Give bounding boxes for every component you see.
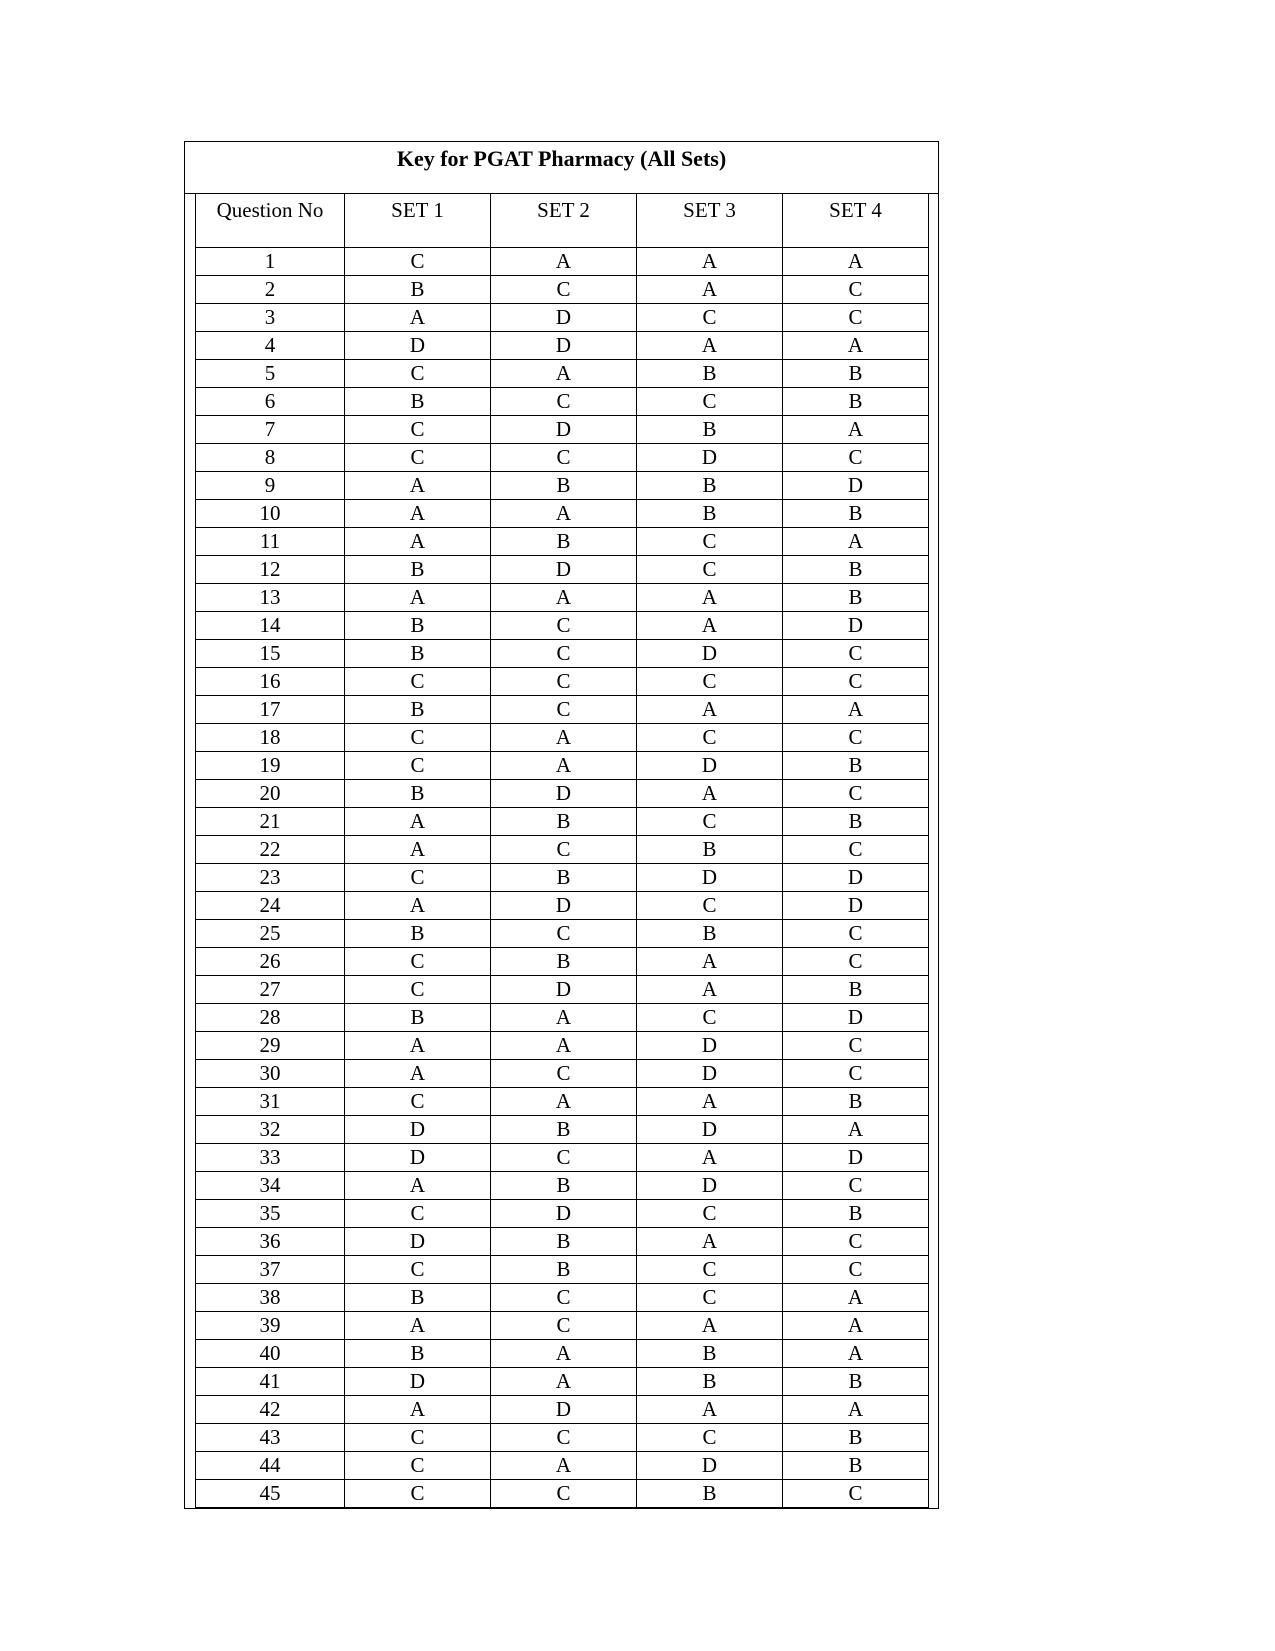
question-number: 6 [196,388,345,416]
set-1-answer: B [345,556,491,584]
set-3-answer: C [637,1256,783,1284]
set-1-answer: C [345,444,491,472]
table-row [196,528,929,556]
table-row [196,1424,929,1452]
set-2-answer: C [491,1424,637,1452]
table-row [196,1256,929,1284]
set-2-answer: A [491,500,637,528]
question-number: 33 [196,1144,345,1172]
set-2-answer: A [491,1088,637,1116]
set-3-answer: D [637,864,783,892]
set-4-answer: B [783,500,929,528]
table-row [196,1004,929,1032]
question-number: 38 [196,1284,345,1312]
set-1-answer: C [345,864,491,892]
set-4-answer: B [783,1368,929,1396]
set-2-answer: B [491,1256,637,1284]
set-2-answer: D [491,1200,637,1228]
set-2-answer: D [491,976,637,1004]
set-3-answer: A [637,1088,783,1116]
table-row [196,948,929,976]
table-row [196,1312,929,1340]
table-row [196,640,929,668]
set-4-answer: C [783,276,929,304]
question-number: 30 [196,1060,345,1088]
set-4-answer: D [783,1004,929,1032]
set-2-answer: D [491,416,637,444]
set-2-answer: D [491,892,637,920]
set-2-answer: B [491,948,637,976]
set-1-answer: A [345,1060,491,1088]
set-3-answer: D [637,1032,783,1060]
set-3-answer: A [637,584,783,612]
set-2-answer: D [491,780,637,808]
set-2-answer: A [491,1004,637,1032]
set-1-answer: B [345,920,491,948]
set-3-answer: A [637,948,783,976]
question-number: 23 [196,864,345,892]
set-3-answer: A [637,276,783,304]
set-2-answer: D [491,556,637,584]
set-1-answer: B [345,276,491,304]
set-2-answer: A [491,360,637,388]
set-2-answer: C [491,388,637,416]
question-number: 22 [196,836,345,864]
question-number: 13 [196,584,345,612]
set-3-answer: A [637,1312,783,1340]
question-number: 24 [196,892,345,920]
set-1-answer: A [345,808,491,836]
set-4-answer: B [783,1200,929,1228]
set-4-answer: C [783,1256,929,1284]
set-1-answer: B [345,1340,491,1368]
table-row [196,1368,929,1396]
table-row [196,1228,929,1256]
question-number: 32 [196,1116,345,1144]
header-set-2: SET 2 [491,194,637,248]
set-1-answer: C [345,976,491,1004]
set-2-answer: C [491,1312,637,1340]
set-4-answer: B [783,584,929,612]
set-4-answer: C [783,1172,929,1200]
set-3-answer: C [637,528,783,556]
question-number: 42 [196,1396,345,1424]
table-row [196,836,929,864]
table-row [196,808,929,836]
set-2-answer: B [491,808,637,836]
set-2-answer: A [491,752,637,780]
set-3-answer: B [637,1368,783,1396]
set-3-answer: B [637,920,783,948]
set-4-answer: C [783,304,929,332]
set-3-answer: C [637,1004,783,1032]
table-row [196,864,929,892]
set-4-answer: B [783,808,929,836]
table-row [196,920,929,948]
set-2-answer: A [491,1340,637,1368]
answer-key-table [195,193,929,1508]
set-1-answer: C [345,248,491,276]
header-set-3: SET 3 [637,194,783,248]
question-number: 10 [196,500,345,528]
table-row [196,1284,929,1312]
question-number: 14 [196,612,345,640]
set-1-answer: A [345,1172,491,1200]
table-row [196,304,929,332]
question-number: 39 [196,1312,345,1340]
question-number: 40 [196,1340,345,1368]
question-number: 37 [196,1256,345,1284]
header-question-no: Question No [196,194,345,248]
set-2-answer: B [491,472,637,500]
question-number: 31 [196,1088,345,1116]
set-1-answer: C [345,1256,491,1284]
set-4-answer: B [783,388,929,416]
set-4-answer: C [783,1060,929,1088]
set-3-answer: C [637,1284,783,1312]
set-2-answer: B [491,528,637,556]
set-2-answer: D [491,304,637,332]
set-1-answer: C [345,360,491,388]
set-3-answer: D [637,640,783,668]
table-row [196,668,929,696]
question-number: 5 [196,360,345,388]
set-4-answer: A [783,1284,929,1312]
set-4-answer: C [783,444,929,472]
set-4-answer: A [783,332,929,360]
set-2-answer: C [491,1144,637,1172]
question-number: 20 [196,780,345,808]
set-1-answer: B [345,612,491,640]
set-1-answer: D [345,1144,491,1172]
set-2-answer: A [491,1032,637,1060]
table-row [196,1340,929,1368]
set-4-answer: C [783,920,929,948]
question-number: 8 [196,444,345,472]
set-2-answer: A [491,724,637,752]
set-1-answer: B [345,780,491,808]
set-1-answer: D [345,1368,491,1396]
set-2-answer: B [491,864,637,892]
table-row [196,584,929,612]
set-1-answer: B [345,696,491,724]
table-row [196,724,929,752]
question-number: 4 [196,332,345,360]
set-4-answer: C [783,640,929,668]
set-1-answer: A [345,584,491,612]
set-1-answer: A [345,1032,491,1060]
question-number: 2 [196,276,345,304]
table-row [196,388,929,416]
header-set-4: SET 4 [783,194,929,248]
set-1-answer: D [345,1228,491,1256]
set-4-answer: B [783,1088,929,1116]
table-row [196,1172,929,1200]
table-row [196,1144,929,1172]
set-2-answer: C [491,696,637,724]
set-2-answer: D [491,332,637,360]
set-3-answer: D [637,444,783,472]
set-3-answer: C [637,892,783,920]
set-4-answer: A [783,248,929,276]
set-3-answer: A [637,696,783,724]
set-3-answer: C [637,724,783,752]
table-row [196,612,929,640]
question-number: 41 [196,1368,345,1396]
document-title: Key for PGAT Pharmacy (All Sets) [185,142,938,194]
set-3-answer: D [637,752,783,780]
set-1-answer: A [345,836,491,864]
set-3-answer: A [637,1228,783,1256]
set-3-answer: C [637,1424,783,1452]
set-3-answer: C [637,388,783,416]
set-3-answer: A [637,1144,783,1172]
set-1-answer: C [345,752,491,780]
set-3-answer: C [637,808,783,836]
question-number: 1 [196,248,345,276]
set-2-answer: B [491,1228,637,1256]
set-3-answer: C [637,304,783,332]
set-4-answer: C [783,948,929,976]
set-3-answer: A [637,976,783,1004]
table-row [196,444,929,472]
set-2-answer: A [491,584,637,612]
set-4-answer: D [783,1144,929,1172]
set-1-answer: B [345,1004,491,1032]
table-row [196,780,929,808]
set-4-answer: B [783,976,929,1004]
question-number: 35 [196,1200,345,1228]
table-row [196,1032,929,1060]
set-1-answer: C [345,416,491,444]
set-1-answer: C [345,1088,491,1116]
set-4-answer: D [783,612,929,640]
set-3-answer: A [637,332,783,360]
set-4-answer: A [783,528,929,556]
set-3-answer: B [637,836,783,864]
set-1-answer: A [345,1312,491,1340]
set-4-answer: D [783,864,929,892]
set-1-answer: B [345,388,491,416]
set-1-answer: C [345,1480,491,1508]
set-1-answer: C [345,1424,491,1452]
question-number: 21 [196,808,345,836]
answer-key-frame [184,141,939,1509]
set-3-answer: A [637,780,783,808]
set-3-answer: B [637,416,783,444]
set-4-answer: A [783,696,929,724]
table-row [196,976,929,1004]
set-1-answer: C [345,724,491,752]
table-row [196,276,929,304]
set-1-answer: A [345,528,491,556]
set-3-answer: D [637,1116,783,1144]
set-3-answer: C [637,556,783,584]
set-1-answer: A [345,472,491,500]
table-row [196,1480,929,1508]
table-row [196,1088,929,1116]
set-3-answer: D [637,1172,783,1200]
set-3-answer: B [637,472,783,500]
set-4-answer: A [783,1116,929,1144]
set-2-answer: C [491,612,637,640]
table-row [196,1396,929,1424]
header-row [196,194,929,248]
set-4-answer: A [783,1340,929,1368]
question-number: 12 [196,556,345,584]
set-1-answer: A [345,1396,491,1424]
question-number: 7 [196,416,345,444]
set-2-answer: C [491,836,637,864]
set-1-answer: A [345,500,491,528]
table-row [196,1060,929,1088]
set-2-answer: C [491,1284,637,1312]
question-number: 29 [196,1032,345,1060]
set-1-answer: A [345,892,491,920]
table-row [196,892,929,920]
set-4-answer: D [783,472,929,500]
question-number: 11 [196,528,345,556]
set-2-answer: A [491,248,637,276]
question-number: 15 [196,640,345,668]
question-number: 45 [196,1480,345,1508]
question-number: 43 [196,1424,345,1452]
question-number: 34 [196,1172,345,1200]
question-number: 44 [196,1452,345,1480]
set-1-answer: B [345,1284,491,1312]
set-4-answer: C [783,1032,929,1060]
question-number: 36 [196,1228,345,1256]
set-4-answer: B [783,1424,929,1452]
set-3-answer: B [637,1480,783,1508]
table-row [196,1200,929,1228]
set-3-answer: C [637,668,783,696]
question-number: 18 [196,724,345,752]
set-4-answer: C [783,724,929,752]
set-3-answer: A [637,248,783,276]
set-3-answer: B [637,500,783,528]
table-row [196,332,929,360]
set-4-answer: A [783,1312,929,1340]
set-4-answer: A [783,1396,929,1424]
question-number: 17 [196,696,345,724]
set-4-answer: C [783,668,929,696]
table-row [196,1452,929,1480]
table-row [196,752,929,780]
question-number: 16 [196,668,345,696]
set-3-answer: C [637,1200,783,1228]
table-row [196,360,929,388]
set-4-answer: D [783,892,929,920]
set-1-answer: C [345,948,491,976]
question-number: 19 [196,752,345,780]
set-3-answer: A [637,612,783,640]
set-2-answer: C [491,640,637,668]
set-4-answer: A [783,416,929,444]
question-number: 3 [196,304,345,332]
set-4-answer: C [783,1480,929,1508]
table-row [196,416,929,444]
set-2-answer: A [491,1368,637,1396]
table-row [196,556,929,584]
question-number: 28 [196,1004,345,1032]
set-3-answer: B [637,1340,783,1368]
table-row [196,500,929,528]
table-row [196,248,929,276]
table-row [196,696,929,724]
set-1-answer: C [345,1452,491,1480]
set-4-answer: C [783,780,929,808]
question-number: 27 [196,976,345,1004]
answer-rows [196,248,929,1508]
table-row [196,1116,929,1144]
table-row [196,472,929,500]
set-4-answer: B [783,360,929,388]
set-4-answer: C [783,1228,929,1256]
header-set-1: SET 1 [345,194,491,248]
set-1-answer: C [345,668,491,696]
set-2-answer: D [491,1396,637,1424]
set-3-answer: D [637,1060,783,1088]
set-1-answer: C [345,1200,491,1228]
set-2-answer: C [491,444,637,472]
question-number: 26 [196,948,345,976]
set-3-answer: A [637,1396,783,1424]
set-3-answer: B [637,360,783,388]
question-number: 25 [196,920,345,948]
set-2-answer: A [491,1452,637,1480]
set-1-answer: D [345,1116,491,1144]
set-1-answer: A [345,304,491,332]
set-4-answer: B [783,1452,929,1480]
set-2-answer: C [491,1060,637,1088]
set-2-answer: B [491,1116,637,1144]
set-1-answer: B [345,640,491,668]
set-4-answer: B [783,556,929,584]
set-4-answer: B [783,752,929,780]
set-2-answer: B [491,1172,637,1200]
set-2-answer: C [491,1480,637,1508]
set-2-answer: C [491,920,637,948]
set-3-answer: D [637,1452,783,1480]
set-4-answer: C [783,836,929,864]
set-1-answer: D [345,332,491,360]
question-number: 9 [196,472,345,500]
set-2-answer: C [491,668,637,696]
set-2-answer: C [491,276,637,304]
